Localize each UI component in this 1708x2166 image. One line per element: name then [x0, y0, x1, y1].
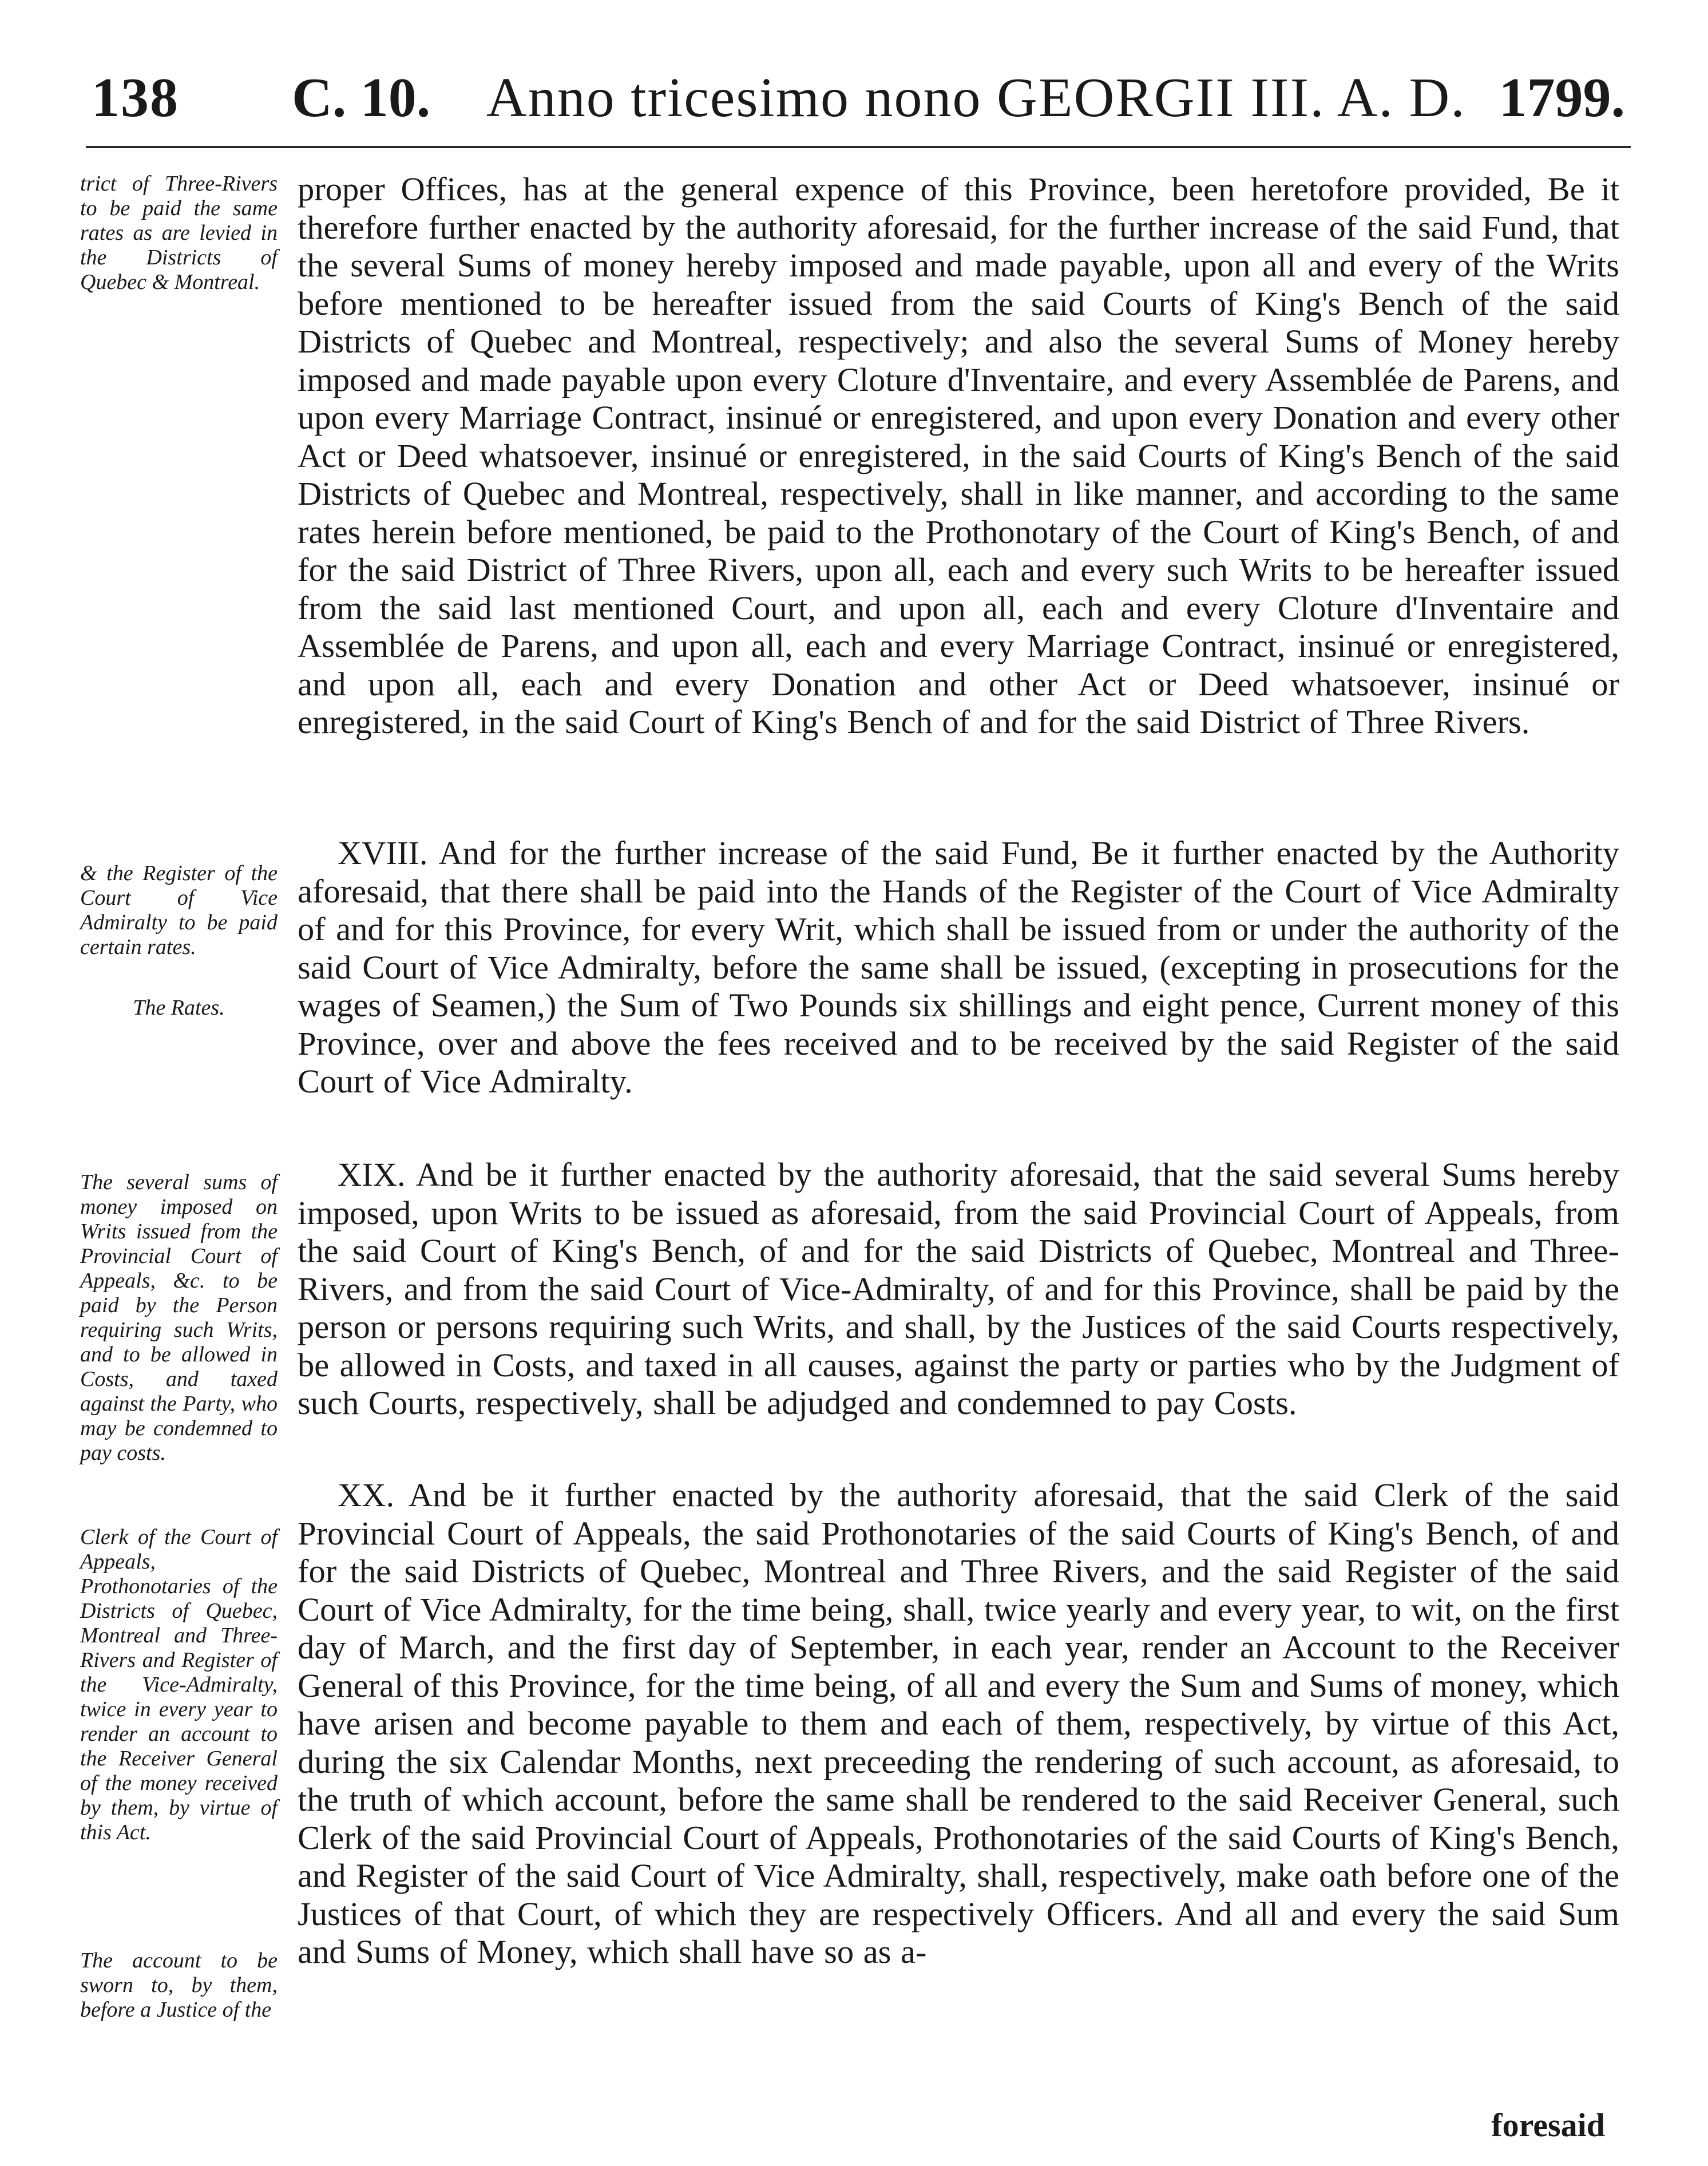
header-title: Anno tricesimo nono GEORGII III. A. D.	[486, 67, 1466, 129]
paragraph-section-xix: XIX. And be it further enacted by the authority aforesaid, that the said several Sums hereby imposed, upon Writs to be issued as aforesaid, from the said Provincial Court of Appeals, from the said Court of King's Bench, of and for the said Districts of Quebec, Montreal and Three-Rivers, and from the said Court of Vice-Admiralty, of and for this Province, shall be paid by the person or persons requiring such Writs, and shall, by the Justices of the said Courts respectively, be allowed in Costs, and taxed in all causes, against the party or parties who by the Judgment of such Courts, respectively, shall be adjudged and condemned to pay Costs.	[298, 1156, 1619, 1421]
running-header	[86, 54, 1631, 148]
paragraph-section-xx: XX. And be it further enacted by the authority aforesaid, that the said Clerk of the said Provincial Court of Appeals, the said Prothonotaries of the said Courts of King's Bench, of and for the said Districts of Quebec, Montreal and Three Rivers, and the said Register of the said Court of Vice Admiralty, for the time being, shall, twice yearly and every year, to wit, on the first day of March, and the first day of September, in each year, render an Account to the Receiver General of this Province, for the time being, of all and every the Sum and Sums of money, which have arisen and become payable to them and each of them, respectively, by virtue of this Act, during the six Calendar Months, next preceeding the rendering of such account, as aforesaid, to the truth of which account, before the same shall be rendered to the said Receiver General, such Clerk of the said Provincial Court of Appeals, Prothonotaries of the said Courts of King's Bench, and Register of the said Court of Vice Admiralty, shall, respectively, make oath before one of the Justices of that Court, of which they are respectively Officers. And all and every the said Sum and Sums of Money, which shall have so as a-	[298, 1476, 1619, 1970]
margin-note-several-sums: The several sums of money imposed on Writs issued from the Provincial Court of Appeals, &c. to be paid by the Person requiring such Writs, and to be allowed in Costs, and taxed against the Party, who may be condemned to pay costs.	[80, 1170, 278, 1465]
paragraph-section-xviii: XVIII. And for the further increase of the said Fund, Be it further enacted by the Authority aforesaid, that there shall be paid into the Hands of the Register of the Court of Vice Admiralty of and for this Province, for every Writ, which shall be issued from or under the authority of the said Court of Vice Admiralty, before the same shall be issued, (excepting in prosecutions for the wages of Seamen,) the Sum of Two Pounds six shillings and eight pence, Current money of this Province, over and above the fees received and to be received by the said Register of the said Court of Vice Admiralty.	[298, 834, 1619, 1100]
paragraph-provided-fund: proper Offices, has at the general expence of this Province, been heretofore provided, Be it therefore further enacted by the authority aforesaid, for the further increase of the said Fund, that the several Sums of money hereby imposed and made payable, upon all and every of the Writs before mentioned to be hereafter issued from the said Courts of King's Bench of the said Districts of Quebec and Montreal, respectively; and also the several Sums of Money hereby imposed and made payable upon every Cloture d'Inventaire, and every Assemblée de Parens, and upon every Marriage Contract, insinué or enregistered, and upon every Donation and every other Act or Deed whatsoever, insinué or enregistered, in the said Courts of King's Bench of the said Districts of Quebec and Montreal, respectively, shall in like manner, and according to the same rates herein before mentioned, be paid to the Prothonotary of the Court of King's Bench, of and for the said District of Three Rivers, upon all, each and every such Writs to be hereafter issued from the said last mentioned Court, and upon all, each and every Cloture d'Inventaire and Assemblée de Parens, and upon all, each and every Marriage Contract, insinué or enregistered, and upon all, each and every Donation and other Act or Deed whatsoever, insinué or enregistered, in the said Court of King's Bench of and for the said District of Three Rivers.	[298, 171, 1619, 741]
margin-note-vice-admiralty: & the Register of the Court of Vice Admiralty to be paid certain rates.	[80, 861, 278, 959]
margin-note-clerk-account: Clerk of the Court of Appeals, Prothonotaries of the Districts of Quebec, Montreal and Three-Rivers and Register of the Vice-Admiralty, twice in every year to render an account to the Receiver General of the money received by them, by virtue of this Act.	[80, 1525, 278, 1844]
margin-note-rates: The Rates.	[133, 996, 225, 1020]
margin-note-three-rivers: trict of Three-Rivers to be paid the same rates as are levied in the Districts of Quebec & Montreal.	[80, 172, 278, 294]
chapter-label: C. 10.	[292, 67, 431, 129]
catchword: foresaid	[1491, 2106, 1605, 2144]
margin-note-account-sworn: The account to be sworn to, by them, before a Justice of the	[80, 1949, 278, 2022]
header-year: 1799.	[1499, 67, 1625, 129]
page-number: 138	[92, 67, 179, 129]
